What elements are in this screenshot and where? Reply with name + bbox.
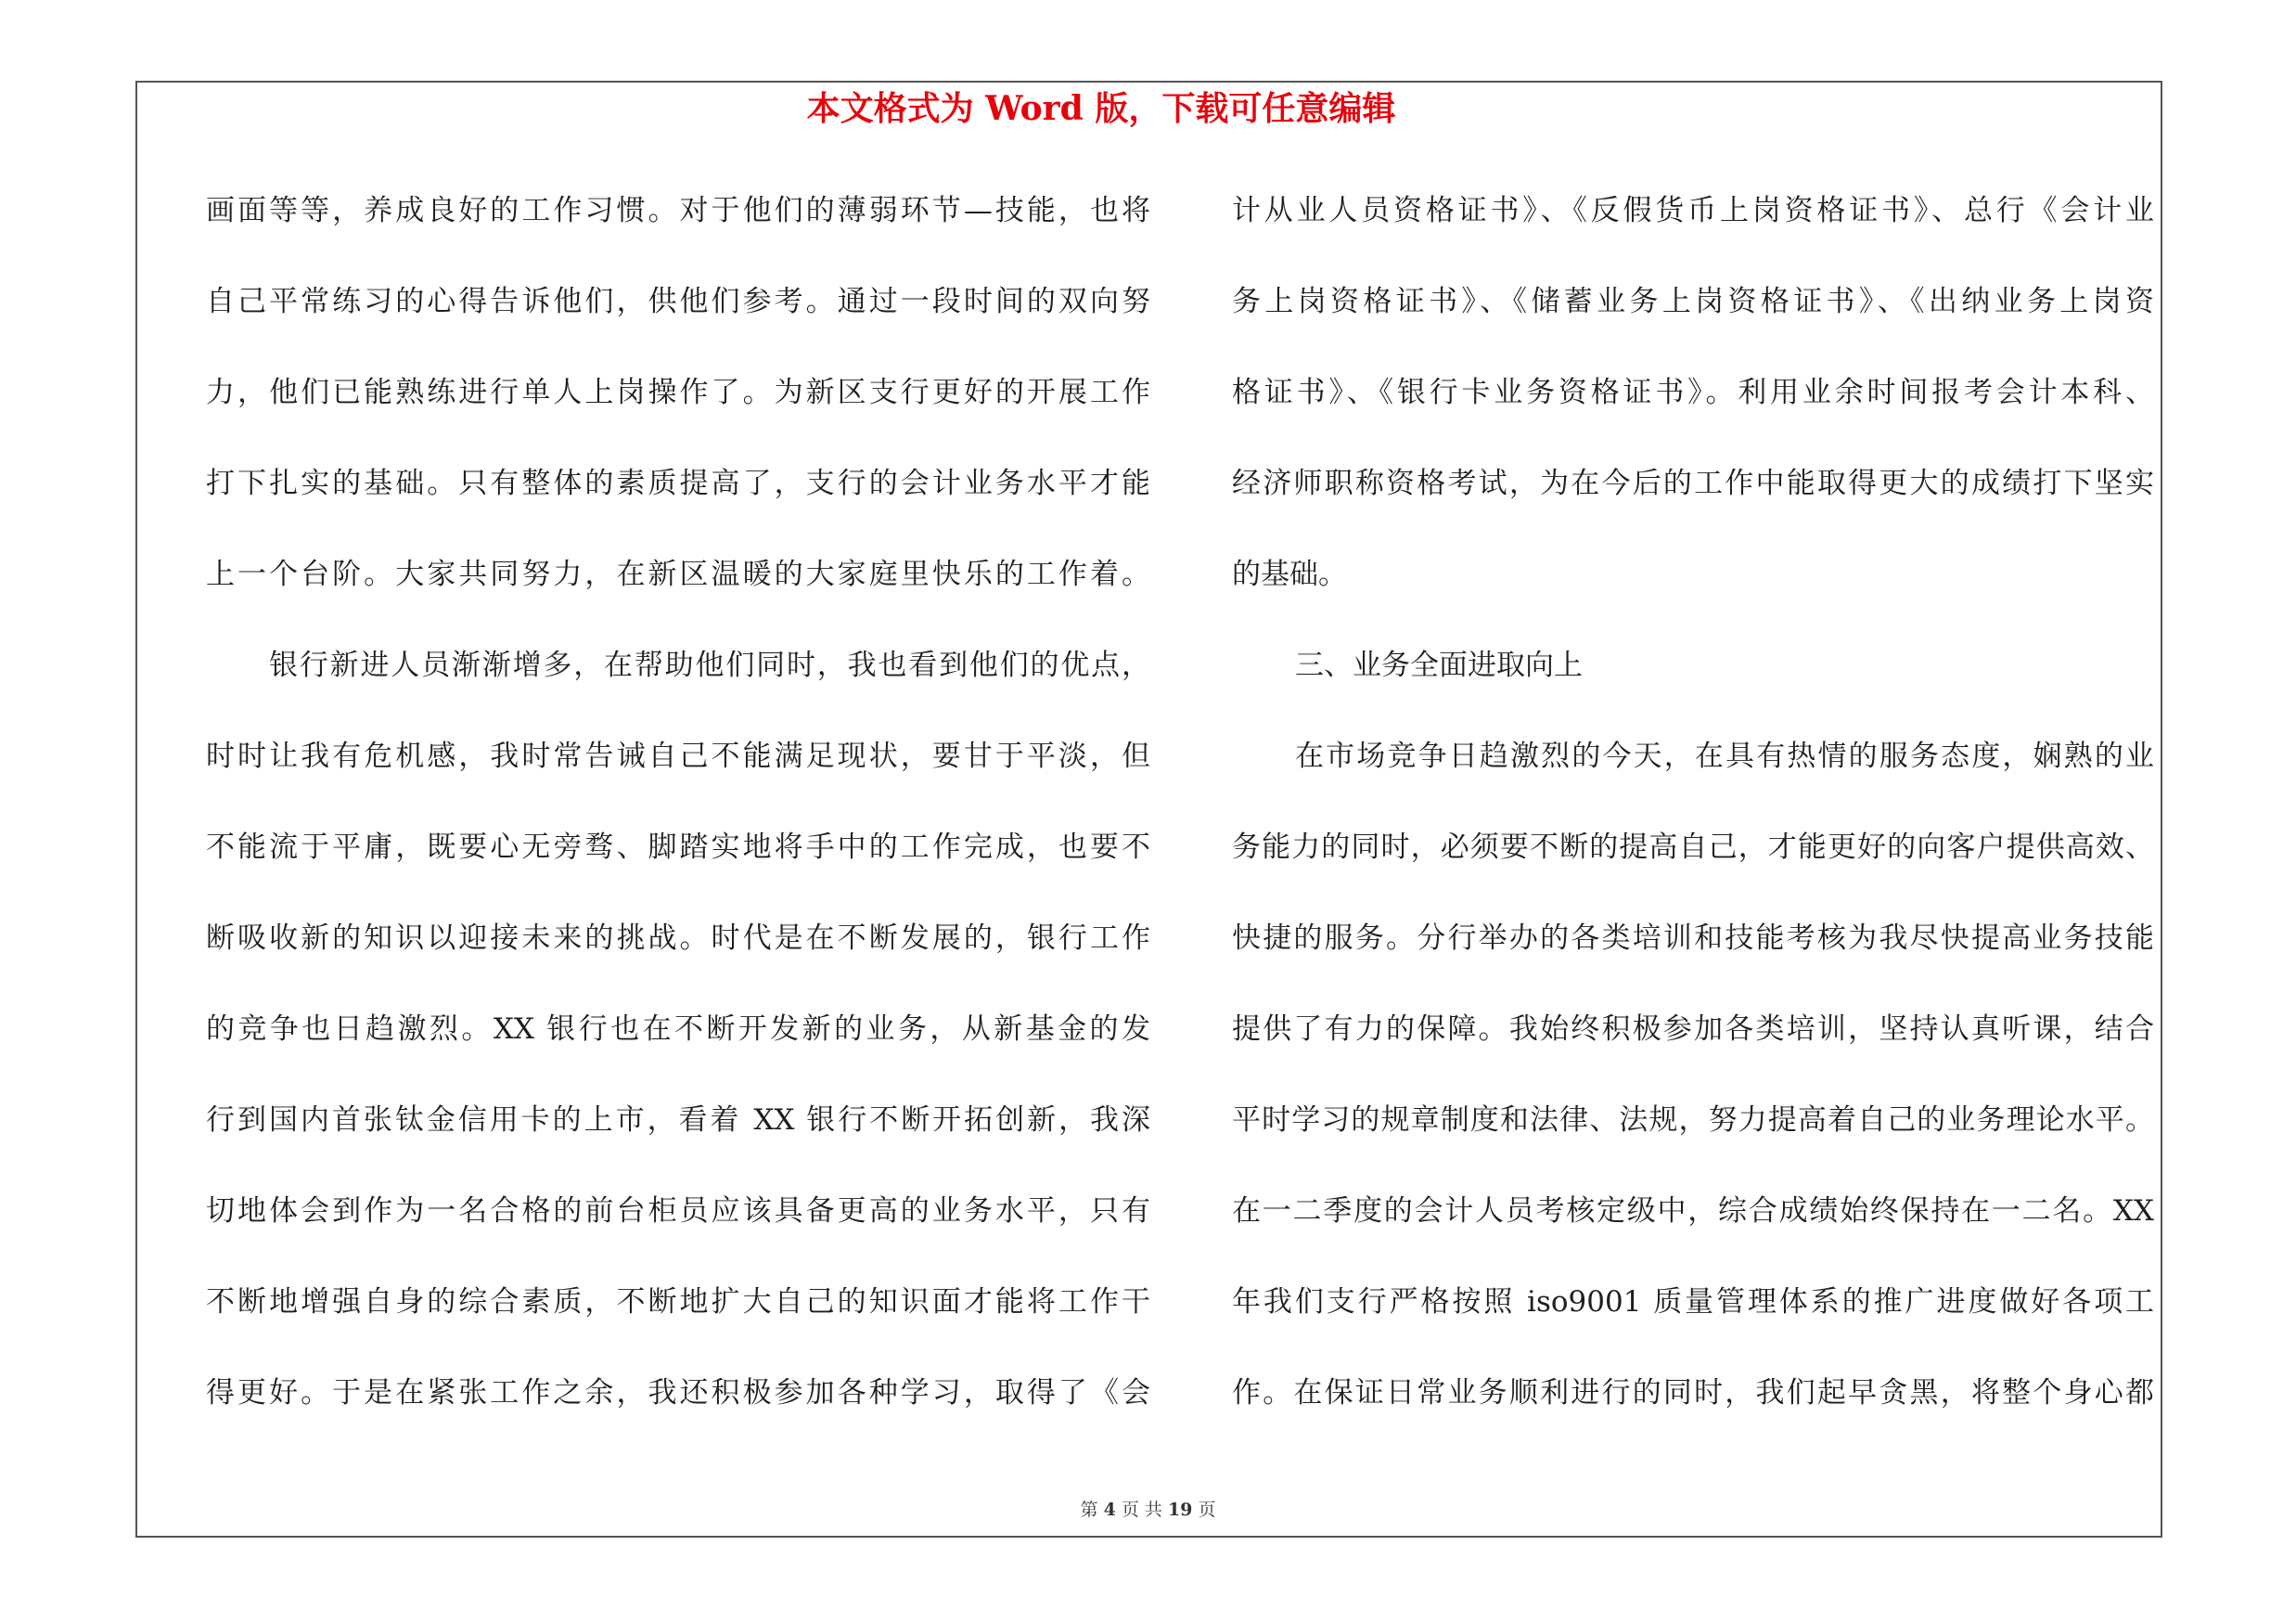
footer-prefix: 第: [1080, 1500, 1098, 1520]
document-header: 本文格式为 Word 版，下载可任意编辑: [806, 89, 1396, 128]
paragraph-end-line: 的基础。: [1232, 558, 1347, 591]
text-line: 年我们支行严格按照 iso9001 质量管理体系的推广进度做好各项工: [1232, 1285, 2154, 1319]
paragraph-start-line: 在市场竞争日趋激烈的今天，在具有热情的服务态度，娴熟的业: [1295, 740, 2154, 773]
left-text-column: [206, 165, 1150, 1438]
text-line: 平时学习的规章制度和法律、法规，努力提高着自己的业务理论水平。: [1232, 1103, 2154, 1137]
text-line: 时时让我有危机感，我时常告诫自己不能满足现状，要甘于平淡，但: [206, 740, 1150, 773]
text-line: 计从业人员资格证书》、《反假货币上岗资格证书》、总行《会计业: [1232, 194, 2154, 227]
text-line: 行到国内首张钛金信用卡的上市，看着 XX 银行不断开拓创新，我深: [206, 1103, 1150, 1137]
text-line: 得更好。于是在紧张工作之余，我还积极参加各种学习，取得了《会: [206, 1376, 1150, 1410]
text-line: 务上岗资格证书》、《储蓄业务上岗资格证书》、《出纳业务上岗资: [1232, 285, 2154, 318]
text-line: 格证书》、《银行卡业务资格证书》。利用业余时间报考会计本科、: [1232, 376, 2154, 409]
text-line: 的竞争也日趋激烈。XX 银行也在不断开发新的业务，从新基金的发: [206, 1012, 1150, 1046]
current-page-number: 4: [1103, 1500, 1116, 1520]
text-line: 务能力的同时，必须要不断的提高自己，才能更好的向客户提供高效、: [1232, 831, 2154, 864]
text-line: 打下扎实的基础。只有整体的素质提高了，支行的会计业务水平才能: [206, 467, 1150, 500]
text-line: 在一二季度的会计人员考核定级中，综合成绩始终保持在一二名。XX: [1232, 1194, 2154, 1228]
text-line: 画面等等，养成良好的工作习惯。对于他们的薄弱环节—技能，也将: [206, 194, 1150, 227]
page-number-footer: [0, 1498, 2296, 1522]
text-line: 提供了有力的保障。我始终积极参加各类培训，坚持认真听课，结合: [1232, 1012, 2154, 1046]
total-pages-number: 19: [1167, 1500, 1193, 1520]
text-line: 经济师职称资格考试，为在今后的工作中能取得更大的成绩打下坚实: [1232, 467, 2154, 500]
text-line: 作。在保证日常业务顺利进行的同时，我们起早贪黑，将整个身心都: [1232, 1376, 2154, 1410]
paragraph-start-line: 银行新进人员渐渐增多，在帮助他们同时，我也看到他们的优点，: [269, 649, 1150, 682]
text-line: 快捷的服务。分行举办的各类培训和技能考核为我尽快提高业务技能: [1232, 921, 2154, 955]
text-line: 不能流于平庸，既要心无旁骛、脚踏实地将手中的工作完成，也要不: [206, 831, 1150, 864]
text-line: 自己平常练习的心得告诉他们，供他们参考。通过一段时间的双向努: [206, 285, 1150, 318]
footer-suffix: 页: [1198, 1500, 1216, 1520]
section-heading: 三、业务全面进取向上: [1295, 649, 1583, 682]
text-line: 上一个台阶。大家共同努力，在新区温暖的大家庭里快乐的工作着。: [206, 558, 1150, 591]
text-line: 力，他们已能熟练进行单人上岗操作了。为新区支行更好的开展工作: [206, 376, 1150, 409]
text-line: 切地体会到作为一名合格的前台柜员应该具备更高的业务水平，只有: [206, 1194, 1150, 1228]
right-text-column: [1232, 165, 2154, 1438]
text-line: 不断地增强自身的综合素质，不断地扩大自己的知识面才能将工作干: [206, 1285, 1150, 1319]
text-line: 断吸收新的知识以迎接未来的挑战。时代是在不断发展的，银行工作: [206, 921, 1150, 955]
footer-middle: 页 共: [1121, 1500, 1162, 1520]
